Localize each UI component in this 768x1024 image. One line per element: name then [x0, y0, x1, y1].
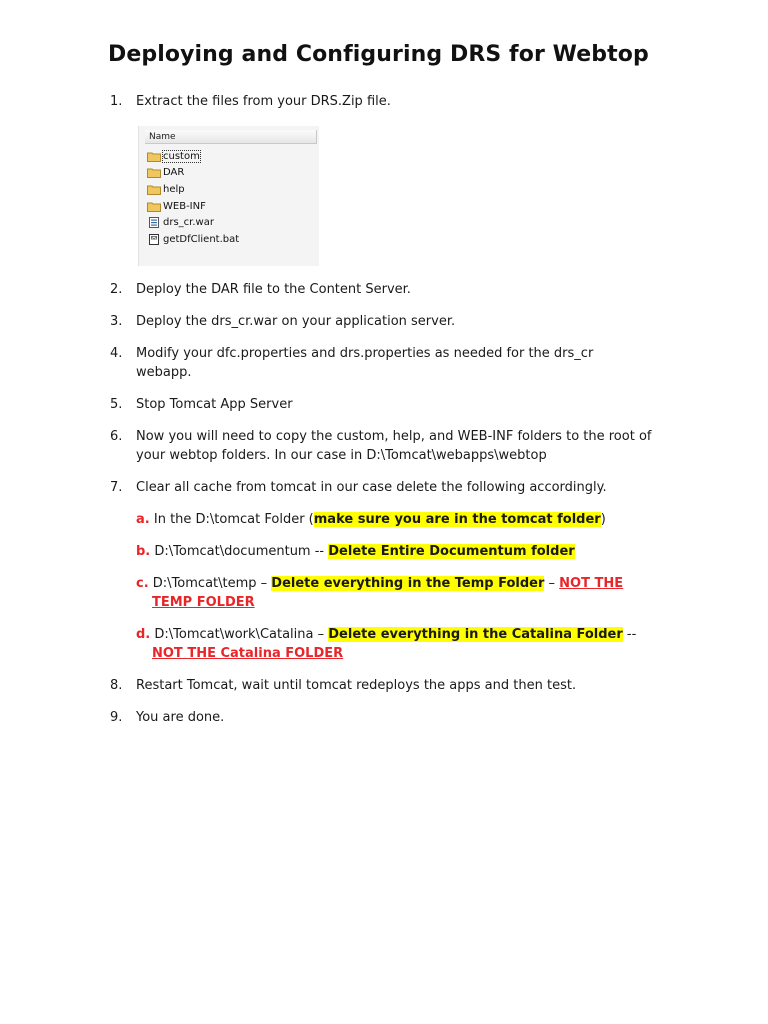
step-number: 2.	[110, 282, 123, 297]
step-text: You are done.	[136, 710, 225, 725]
war-file-icon	[147, 217, 161, 228]
step-number: 6.	[110, 429, 123, 444]
highlighted-instruction: make sure you are in the tomcat folder	[313, 512, 601, 527]
file-item-web-inf: WEB-INF	[147, 198, 239, 215]
step-number: 9.	[110, 710, 123, 725]
file-item-help: help	[147, 181, 239, 198]
step-9	[110, 708, 670, 727]
folder-icon	[147, 151, 161, 162]
warning-text: NOT THE	[559, 576, 624, 591]
step-text: Stop Tomcat App Server	[136, 397, 293, 412]
bat-file-icon	[147, 234, 161, 245]
step-text: Extract the files from your DRS.Zip file.	[136, 94, 391, 109]
step-text: Deploy the drs_cr.war on your application server.	[136, 314, 456, 329]
step-number: 4.	[110, 346, 123, 361]
step-3	[110, 312, 670, 331]
substep-letter: b.	[136, 544, 151, 559]
warning-text: TEMP FOLDER	[152, 595, 255, 610]
warning-text: NOT THE Catalina FOLDER	[152, 646, 344, 661]
substep-c: c. D:\Tomcat\temp – Delete everything in the Temp Folder – NOT THE TEMP FOLDER	[136, 576, 624, 610]
page-title: Deploying and Configuring DRS for Webtop	[108, 42, 649, 67]
step-text: Now you will need to copy the custom, help, and WEB-INF folders to the root of your webtop folders. In our case in D:\Tomcat\webapps\webtop	[136, 429, 652, 463]
folder-icon	[147, 184, 161, 195]
folder-icon	[147, 167, 161, 178]
step-1	[110, 92, 670, 111]
step-text: Deploy the DAR file to the Content Server.	[136, 282, 411, 297]
substep-letter: d.	[136, 627, 151, 642]
substep-b: b. D:\Tomcat\documentum -- Delete Entire Documentum folder	[136, 544, 575, 559]
step-text: Modify your dfc.properties and drs.properties as needed for the drs_cr webapp.	[136, 346, 594, 380]
file-item-dar: DAR	[147, 165, 239, 182]
file-item-getdfclient-bat: getDfClient.bat	[147, 231, 239, 248]
step-5	[110, 395, 670, 414]
substep-letter: c.	[136, 576, 149, 591]
substep-a: a. In the D:\tomcat Folder (make sure you are in the tomcat folder)	[136, 512, 606, 527]
step-2	[110, 280, 670, 299]
file-explorer-screenshot	[138, 126, 319, 266]
step-number: 7.	[110, 480, 123, 495]
substep-letter: a.	[136, 512, 150, 527]
step-number: 8.	[110, 678, 123, 693]
file-list	[147, 148, 239, 248]
step-text: Restart Tomcat, wait until tomcat redeploys the apps and then test.	[136, 678, 577, 693]
step-8	[110, 676, 670, 695]
step-number: 3.	[110, 314, 123, 329]
folder-icon	[147, 201, 161, 212]
step-number: 5.	[110, 397, 123, 412]
highlighted-instruction: Delete everything in the Temp Folder	[271, 576, 545, 591]
name-column-header: Name	[145, 130, 317, 144]
substep-d: d. D:\Tomcat\work\Catalina – Delete everything in the Catalina Folder -- NOT THE Catalina FOLDER	[136, 627, 637, 661]
step-7	[110, 478, 670, 497]
step-number: 1.	[110, 94, 123, 109]
highlighted-instruction: Delete everything in the Catalina Folder	[328, 627, 623, 642]
highlighted-instruction: Delete Entire Documentum folder	[328, 544, 575, 559]
file-item-drs-cr-war: drs_cr.war	[147, 214, 239, 231]
step-text: Clear all cache from tomcat in our case delete the following accordingly.	[136, 480, 607, 495]
step-4	[110, 344, 610, 382]
file-item-custom: custom	[147, 148, 239, 165]
step-6	[110, 427, 675, 465]
